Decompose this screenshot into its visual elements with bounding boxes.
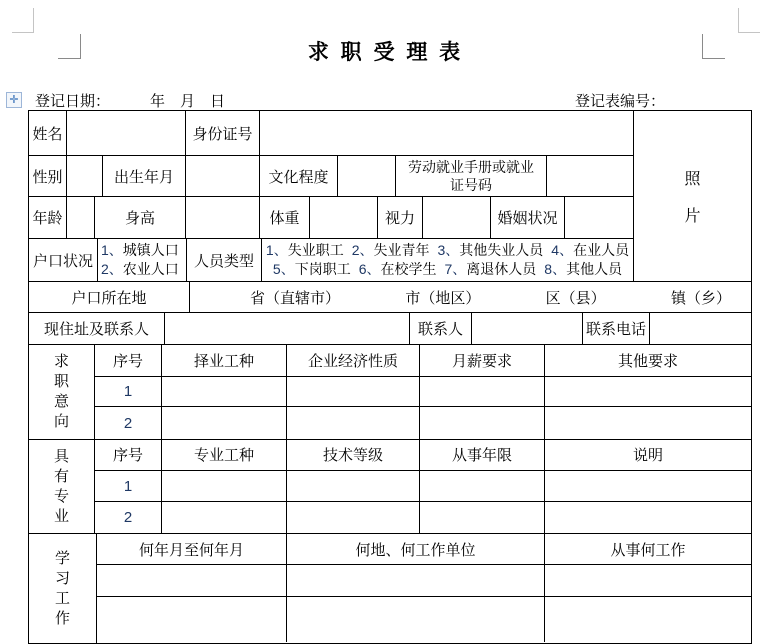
name-input-cell[interactable] — [67, 111, 186, 155]
photo-label-char1: 照 — [684, 171, 701, 188]
section-label-char: 向 — [53, 413, 69, 430]
col-header-seq: 序号 — [95, 440, 162, 470]
section-label-char: 作 — [54, 609, 70, 627]
technical-grade-input-cell[interactable] — [287, 502, 420, 533]
description-input-cell[interactable] — [545, 471, 751, 502]
hukou-status-label: 户口状况 — [29, 239, 98, 281]
page-corner-mark-top-left — [12, 8, 34, 33]
section-profession — [29, 440, 751, 534]
profession-row-1 — [95, 471, 751, 503]
address-contact-label: 现住址及联系人 — [29, 313, 165, 344]
section-label-char: 习 — [54, 569, 70, 587]
section-label-char: 有 — [53, 467, 69, 485]
section-label-char: 工 — [54, 589, 70, 607]
birth-date-label: 出生年月 — [103, 156, 186, 196]
education-label: 文化程度 — [260, 156, 338, 196]
person-type-options-line1 — [266, 241, 629, 260]
province-label: 省（直辖市） — [250, 289, 341, 307]
profession-section-label — [29, 440, 95, 533]
option-student — [359, 260, 437, 279]
contact-person-label: 联系人 — [410, 313, 472, 344]
col-header-period: 何年月至何年月 — [97, 534, 287, 564]
row-number: 2 — [95, 502, 162, 533]
marital-status-input-cell[interactable] — [565, 197, 633, 238]
employment-cert-label-line1: 劳动就业手册或就业 — [408, 159, 534, 175]
person-type-options — [262, 239, 633, 281]
registration-date-label: 登记日期： — [35, 93, 111, 110]
gender-label: 性别 — [29, 156, 67, 196]
option-number: 6、 — [358, 261, 381, 277]
work-done-input-cell[interactable] — [545, 597, 751, 642]
job-intention-header-row — [95, 345, 751, 377]
option-number: 4、 — [551, 242, 574, 258]
person-type-options-line2 — [273, 260, 622, 279]
enterprise-nature-input-cell[interactable] — [287, 377, 420, 407]
option-number: 2、 — [351, 242, 374, 258]
option-text: 其他失业人员 — [459, 242, 544, 258]
col-header-enterprise-nature: 企业经济性质 — [287, 345, 420, 376]
option-employed — [551, 241, 629, 260]
option-text: 城镇人口 — [122, 242, 179, 258]
option-number: 5、 — [272, 261, 295, 277]
option-number: 1、 — [101, 242, 123, 258]
row-number: 1 — [95, 471, 162, 502]
hukou-location-input-cell[interactable] — [190, 282, 751, 312]
row-number: 1 — [95, 377, 162, 407]
col-header-professional-trade: 专业工种 — [162, 440, 287, 470]
option-laid-off — [273, 260, 351, 279]
section-label-char: 求 — [53, 353, 69, 370]
option-text: 下岗职工 — [294, 261, 351, 277]
row-age-height-weight — [29, 197, 633, 239]
col-header-salary: 月薪要求 — [420, 345, 545, 376]
person-type-label: 人员类型 — [187, 239, 262, 281]
row-number: 2 — [95, 407, 162, 439]
section-label-char: 职 — [53, 373, 69, 390]
option-text: 其他人员 — [566, 261, 623, 277]
birth-date-input-cell[interactable] — [186, 156, 260, 196]
option-text: 离退休人员 — [466, 261, 537, 277]
description-input-cell[interactable] — [545, 502, 751, 533]
section-label-char: 专 — [53, 487, 69, 505]
age-label: 年龄 — [29, 197, 67, 238]
registration-number-label: 登记表编号： — [575, 93, 666, 110]
salary-input-cell[interactable] — [420, 407, 545, 439]
col-header-other-requirements: 其他要求 — [617, 352, 678, 370]
photo-placeholder-cell[interactable] — [633, 111, 751, 281]
desired-trade-input-cell[interactable] — [162, 377, 287, 407]
option-number: 1、 — [265, 242, 288, 258]
employment-cert-label — [396, 156, 547, 196]
option-number: 2、 — [101, 261, 123, 277]
application-form-table — [28, 110, 752, 644]
option-unemployed-worker — [266, 241, 344, 260]
date-placeholder[interactable]: 年 月 日 — [150, 93, 226, 110]
place-unit-input-cell[interactable] — [287, 597, 545, 642]
height-label: 身高 — [95, 197, 186, 238]
id-digit-grid[interactable] — [260, 111, 633, 155]
row-hukou-person-type — [29, 239, 633, 281]
vision-input-cell[interactable] — [423, 197, 491, 238]
enterprise-nature-input-cell[interactable] — [287, 407, 420, 439]
section-work-history — [29, 534, 751, 644]
town-label: 镇（乡） — [670, 289, 731, 307]
form-title: 求 职 受 理 表 — [307, 41, 464, 64]
page-corner-mark-top-right — [738, 8, 760, 33]
city-label: 市（地区） — [405, 289, 481, 307]
profession-row-2 — [95, 502, 751, 533]
row-name-id — [29, 111, 633, 156]
work-history-row-1 — [97, 565, 751, 597]
option-text: 失业青年 — [373, 242, 430, 258]
col-header-years: 从事年限 — [420, 440, 545, 470]
vision-label: 视力 — [378, 197, 423, 238]
option-retired — [445, 260, 537, 279]
years-input-cell[interactable] — [420, 502, 545, 533]
section-label-char: 具 — [53, 447, 69, 465]
hukou-option-rural — [101, 260, 179, 279]
gender-input-cell[interactable] — [67, 156, 103, 196]
option-number: 8、 — [544, 261, 567, 277]
row-address-contact — [29, 313, 751, 345]
education-input-cell[interactable] — [338, 156, 396, 196]
section-label-char: 意 — [53, 393, 69, 410]
col-header-description: 说明 — [632, 447, 663, 465]
weight-label: 体重 — [260, 197, 310, 238]
section-label-char: 学 — [54, 549, 70, 567]
option-unemployed-youth — [352, 241, 430, 260]
district-label: 区（县） — [545, 289, 606, 307]
address-input-cell[interactable] — [165, 313, 410, 344]
personal-info-block — [29, 111, 751, 282]
col-header-seq: 序号 — [95, 345, 162, 376]
place-unit-input-cell[interactable] — [287, 565, 545, 596]
job-intention-row-1 — [95, 377, 751, 408]
professional-trade-input-cell[interactable] — [162, 502, 287, 533]
other-requirements-input-cell[interactable] — [545, 377, 751, 407]
registration-date-line — [35, 90, 225, 111]
contact-person-input-cell[interactable] — [472, 313, 583, 344]
professional-trade-input-cell[interactable] — [162, 471, 287, 502]
option-other-unemployed — [438, 241, 544, 260]
section-job-intention — [29, 345, 751, 440]
option-text: 在校学生 — [380, 261, 437, 277]
option-number: 3、 — [437, 242, 460, 258]
weight-input-cell[interactable] — [310, 197, 378, 238]
work-done-input-cell[interactable] — [545, 565, 751, 596]
option-text: 在业人员 — [573, 242, 630, 258]
col-header-technical-grade: 技术等级 — [287, 440, 420, 470]
years-input-cell[interactable] — [420, 471, 545, 502]
hukou-location-label: 户口所在地 — [29, 282, 190, 312]
job-intention-row-2 — [95, 407, 751, 439]
technical-grade-input-cell[interactable] — [287, 471, 420, 502]
hukou-options — [98, 239, 187, 281]
contact-phone-label: 联系电话 — [583, 313, 650, 344]
option-other — [544, 260, 622, 279]
age-input-cell[interactable] — [67, 197, 95, 238]
option-text: 失业职工 — [287, 242, 344, 258]
height-input-cell[interactable] — [186, 197, 260, 238]
marital-status-label: 婚姻状况 — [491, 197, 565, 238]
desired-trade-input-cell[interactable] — [162, 407, 287, 439]
employment-cert-input-cell[interactable] — [547, 156, 633, 196]
col-header-place-unit: 何地、何工作单位 — [287, 534, 545, 564]
photo-label-char2: 片 — [684, 208, 701, 225]
work-history-section-label — [29, 534, 97, 643]
salary-input-cell[interactable] — [420, 377, 545, 407]
other-requirements-input-cell[interactable] — [545, 407, 751, 439]
row-gender-birth-education — [29, 156, 633, 197]
row-hukou-location — [29, 282, 751, 313]
col-header-work-done: 从事何工作 — [610, 541, 686, 559]
period-input-cell[interactable] — [97, 565, 287, 596]
contact-phone-input-cell[interactable] — [650, 313, 751, 344]
work-history-header-row — [97, 534, 751, 565]
job-intention-section-label — [29, 345, 95, 439]
col-header-desired-trade: 择业工种 — [162, 345, 287, 376]
work-history-row-2 — [97, 597, 751, 642]
employment-cert-label-line2: 证号码 — [450, 177, 492, 193]
profession-header-row — [95, 440, 751, 471]
id-number-label: 身份证号 — [186, 111, 260, 155]
option-number: 7、 — [444, 261, 467, 277]
period-input-cell[interactable] — [97, 597, 287, 642]
section-label-char: 业 — [53, 507, 69, 525]
name-label: 姓名 — [29, 111, 67, 155]
hukou-option-urban — [101, 241, 179, 260]
option-text: 农业人口 — [122, 261, 179, 277]
table-move-handle-icon[interactable]: ✛ — [6, 92, 22, 108]
